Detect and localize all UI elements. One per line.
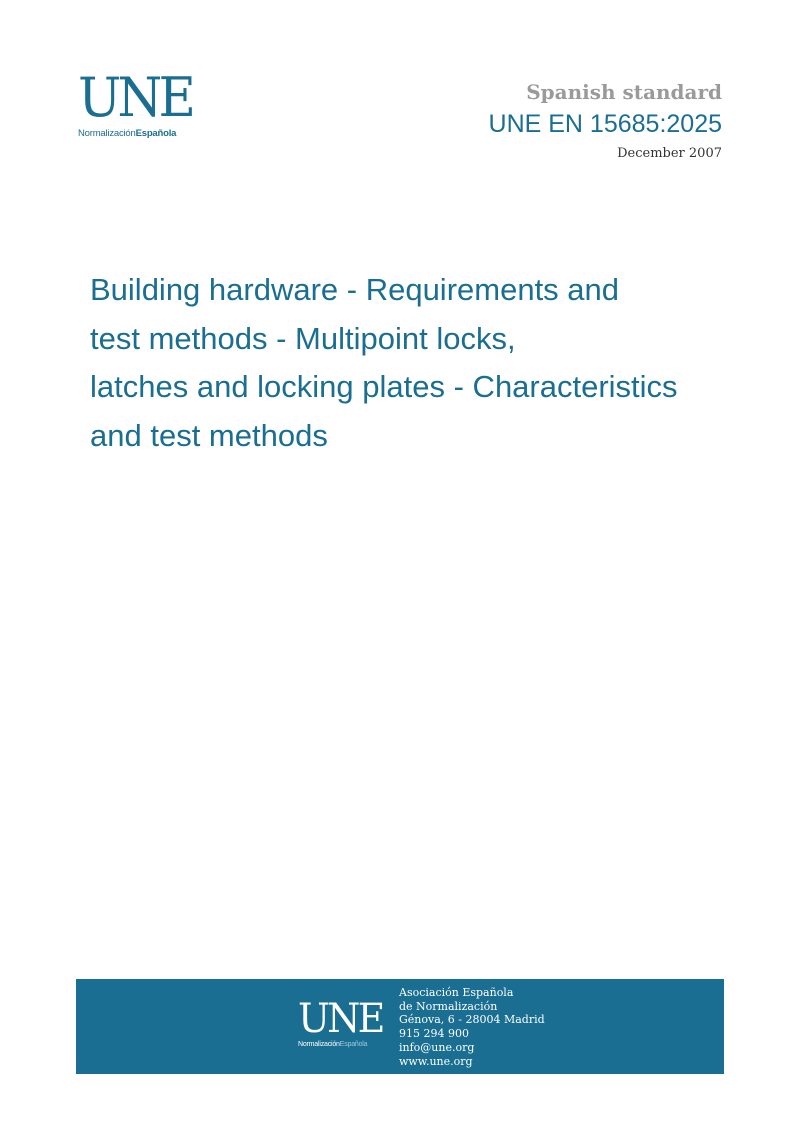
address-email: info@une.org	[399, 1040, 475, 1054]
standard-date: December 2007	[617, 146, 722, 161]
une-logo-tagline	[78, 128, 198, 139]
document-title	[90, 266, 750, 460]
une-logo-tagline-bold: Española	[135, 128, 177, 139]
standard-code: UNE EN 15685:2025	[488, 110, 722, 138]
address-org-name-cont: de Normalización	[399, 999, 498, 1013]
footer-une-logo	[298, 996, 383, 1048]
footer-band	[76, 979, 724, 1074]
address-street: Génova, 6 - 28004 Madrid	[399, 1013, 545, 1027]
footer-address	[399, 986, 545, 1068]
address-org-name: Asociación Española	[399, 986, 514, 999]
une-logo-mark: UNE	[78, 66, 193, 129]
title-line: latches and locking plates - Characteristics	[90, 369, 678, 404]
une-logo	[78, 66, 198, 144]
title-line: Building hardware - Requirements and	[90, 272, 620, 307]
address-phone: 915 294 900	[399, 1027, 469, 1041]
footer-logo-mark: UNE	[298, 996, 383, 1042]
footer-logo-tagline	[298, 1041, 383, 1048]
standard-type-label: Spanish standard	[526, 80, 722, 104]
footer-logo-tagline-bold: Española	[339, 1041, 368, 1048]
address-website: www.une.org	[399, 1054, 473, 1068]
standard-header	[489, 80, 722, 162]
title-line: test methods - Multipoint locks,	[90, 320, 516, 356]
footer-logo-tagline-regular: Normalización	[298, 1041, 340, 1048]
une-logo-tagline-regular: Normalización	[78, 128, 136, 139]
title-line: and test methods	[90, 417, 328, 453]
